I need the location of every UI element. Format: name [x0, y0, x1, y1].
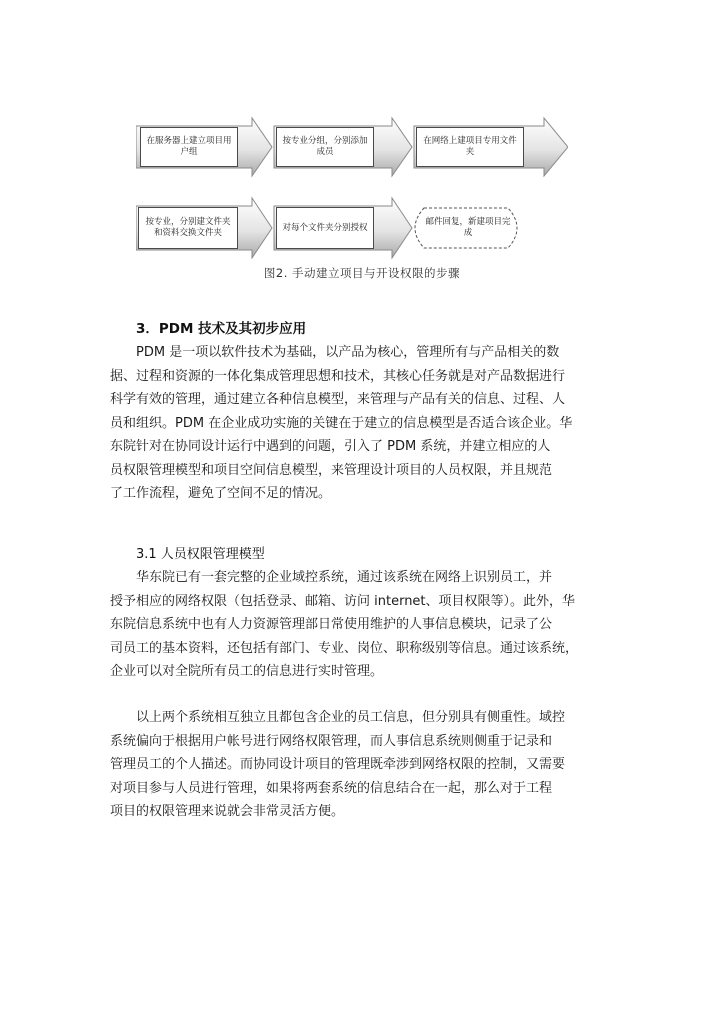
step-box-2: 按专业分组，分别添加成员	[276, 127, 374, 167]
section-3-1-heading: 3.1 人员权限管理模型	[136, 547, 265, 562]
text-line: 对项目参与人员进行管理，如果将两套系统的信息结合在一起，那么对于工程	[110, 780, 553, 796]
text-line: 华东院已有一套完整的企业域控系统，通过该系统在网络上识别员工，并	[136, 570, 553, 585]
text-line: 据、过程和资源的一体化集成管理思想和技术，其核心任务就是对产品数据进行	[110, 368, 566, 384]
step-box-1: 在服务器上建立项目用户组	[140, 127, 238, 167]
text-line: 项目的权限管理来说就会非常灵活方便。	[110, 804, 345, 819]
text-line: 东院针对在协同设计运行中遇到的问题，引入了 PDM 系统，并建立相应的人	[110, 439, 551, 454]
text-line: 以上两个系统相互独立且都包含企业的员工信息，但分别具有侧重性。域控	[136, 710, 566, 725]
text-line: 管理员工的个人描述。而协同设计项目的管理既牵涉到网络权限的控制，又需要	[110, 757, 566, 772]
text-line: 系统偏向于根据用户帐号进行网络权限管理，而人事信息系统则侧重于记录和	[110, 733, 553, 749]
text-line: 科学有效的管理，通过建立各种信息模型，来管理与产品有关的信息、过程、人	[110, 392, 566, 407]
section-3-heading: 3．PDM 技术及其初步应用	[136, 321, 307, 337]
step-box-4: 按专业，分别建文件夹和资料交换文件夹	[138, 207, 238, 249]
figure-caption: 图2. 手动建立项目与开设权限的步骤	[263, 266, 461, 280]
step-box-6: 邮件回复，新建项目完成	[425, 217, 511, 238]
text-line: 企业可以对全院所有员工的信息进行实时管理。	[110, 664, 384, 679]
section-3-1-paragraph-1	[110, 566, 616, 684]
text-line: 授予相应的网络权限（包括登录、邮箱、访问 internet、项目权限等）。此外，华	[110, 593, 576, 609]
step-box-5: 对每个文件夹分别授权	[276, 207, 374, 249]
text-line: 员权限管理模型和项目空间信息模型，来管理设计项目的人员权限，并且规范	[110, 462, 553, 478]
text-line: 司员工的基本资料，还包括有部门、专业、岗位、职称级别等信息。通过该系统，	[110, 640, 579, 656]
text-line: 了工作流程，避免了空间不足的情况。	[110, 486, 332, 501]
section-3-paragraph	[110, 341, 616, 506]
text-line: 员和组织。PDM 在企业成功实施的关键在于建立的信息模型是否适合该企业。华	[110, 415, 573, 431]
text-line: PDM 是一项以软件技术为基础，以产品为核心，管理所有与产品相关的数	[136, 345, 560, 360]
process-flowchart	[136, 115, 568, 259]
text-line: 东院信息系统中也有人力资源管理部日常使用维护的人事信息模块，记录了公	[110, 617, 553, 632]
section-3-1-paragraph-2	[110, 706, 616, 824]
step-box-3: 在网络上建项目专用文件夹	[416, 127, 524, 167]
